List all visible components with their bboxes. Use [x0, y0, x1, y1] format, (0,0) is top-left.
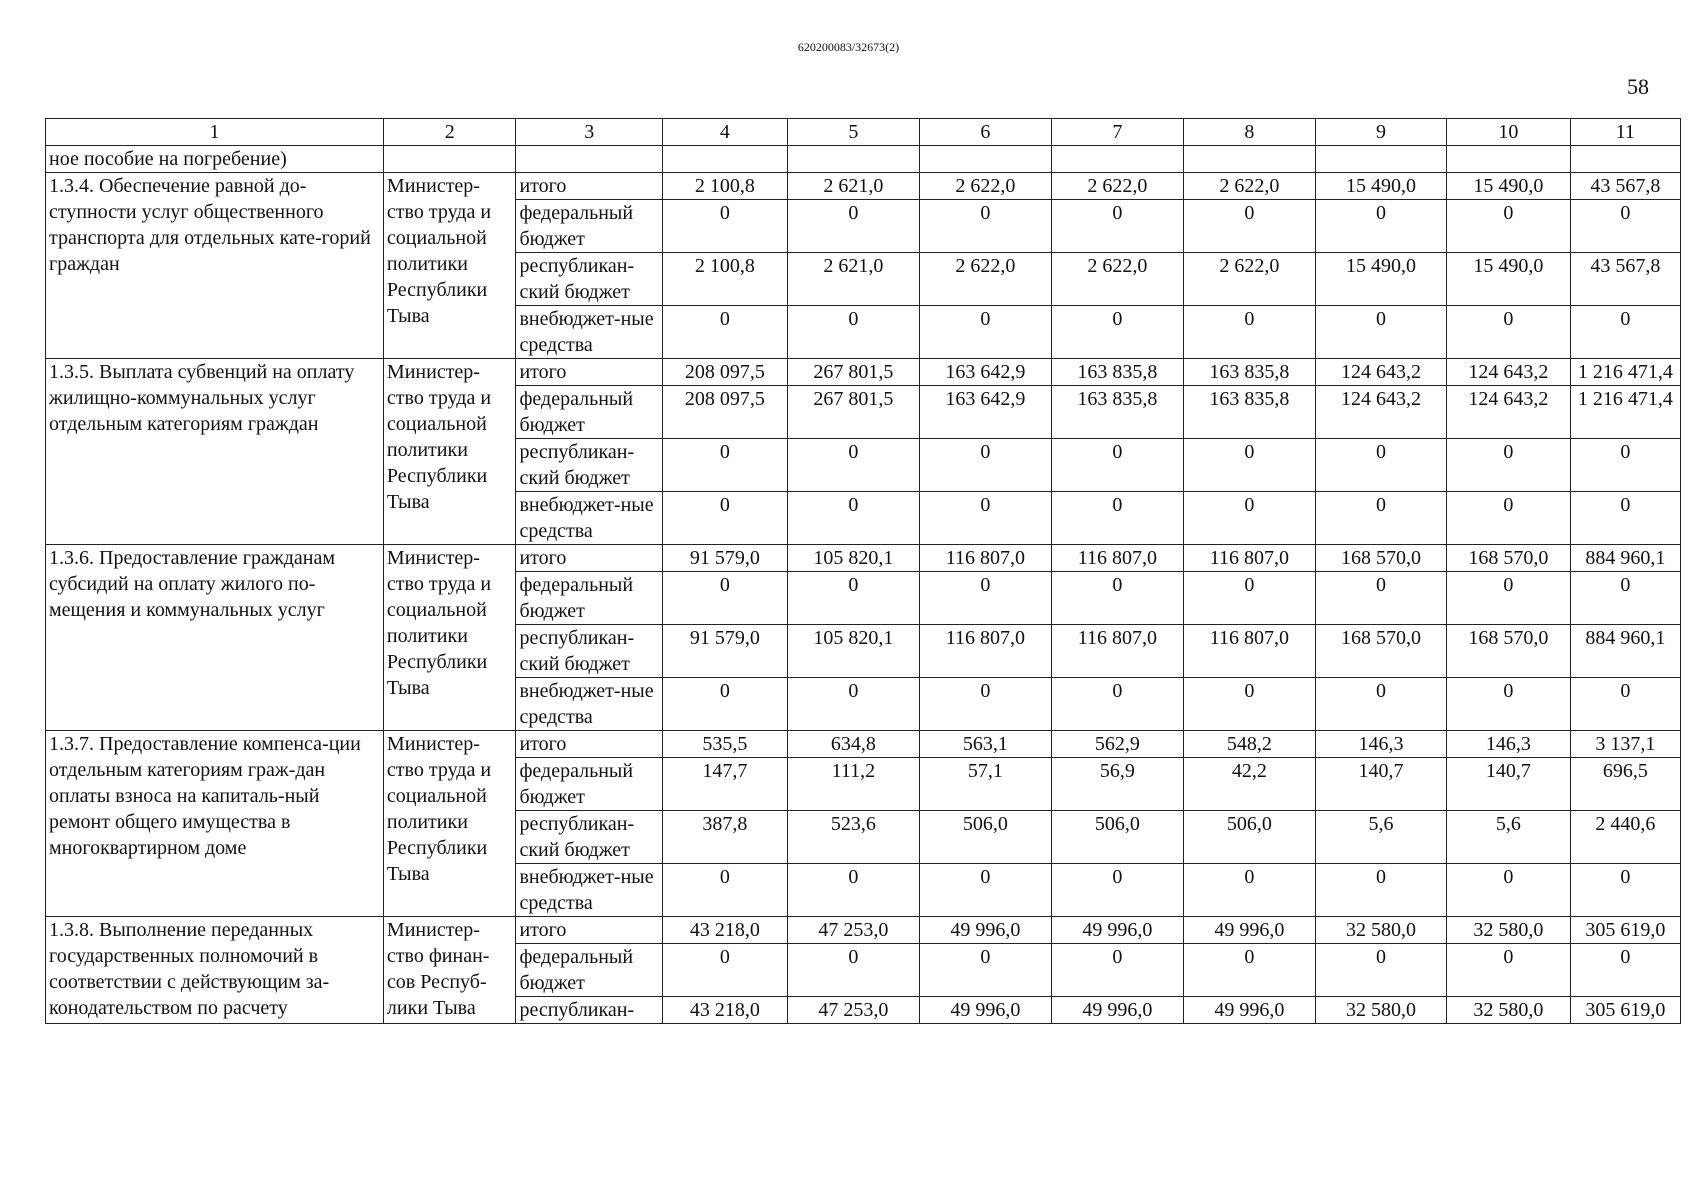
amount-cell: 884 960,1 [1570, 545, 1680, 572]
amount-cell: 91 579,0 [663, 545, 787, 572]
amount-cell: 1 216 471,4 [1570, 386, 1680, 439]
amount-cell: 116 807,0 [1051, 545, 1184, 572]
funding-source: итого [516, 917, 663, 944]
amount-cell: 116 807,0 [1184, 545, 1316, 572]
funding-source: итого [516, 731, 663, 758]
amount-cell: 111,2 [787, 758, 920, 811]
amount-cell: 0 [920, 864, 1052, 917]
amount-cell: 168 570,0 [1315, 545, 1447, 572]
amount-cell: 2 621,0 [787, 173, 920, 200]
amount-cell: 0 [1184, 572, 1316, 625]
amount-cell: 0 [787, 200, 920, 253]
amount-cell: 387,8 [663, 811, 787, 864]
empty-cell [787, 146, 920, 173]
funding-source: федеральный бюджет [516, 758, 663, 811]
funding-source: итого [516, 173, 663, 200]
amount-cell: 0 [1315, 200, 1447, 253]
table-row [46, 359, 1681, 386]
amount-cell: 124 643,2 [1447, 386, 1570, 439]
amount-cell: 146,3 [1447, 731, 1570, 758]
amount-cell: 168 570,0 [1447, 545, 1570, 572]
amount-cell: 168 570,0 [1315, 625, 1447, 678]
amount-cell: 116 807,0 [920, 625, 1052, 678]
measure-title: 1.3.7. Предоставление компенса-ции отдельным категориям граж-дан оплаты взноса на капиталь-ный ремонт общего имущества в многоквартирном доме [46, 731, 384, 917]
amount-cell: 506,0 [920, 811, 1052, 864]
column-number: 1 [46, 119, 384, 146]
amount-cell: 0 [1184, 492, 1316, 545]
amount-cell: 0 [787, 678, 920, 731]
column-number-row [46, 119, 1681, 146]
document-code: 620200083/32673(2) [797, 40, 900, 54]
funding-source: итого [516, 359, 663, 386]
amount-cell: 124 643,2 [1315, 386, 1447, 439]
column-number: 10 [1447, 119, 1570, 146]
amount-cell: 116 807,0 [1051, 625, 1184, 678]
empty-cell [1447, 146, 1570, 173]
amount-cell: 1 216 471,4 [1570, 359, 1680, 386]
column-number: 7 [1051, 119, 1184, 146]
amount-cell: 267 801,5 [787, 359, 920, 386]
amount-cell: 43 567,8 [1570, 173, 1680, 200]
executor: Министер-ство финан-сов Респуб-лики Тыва [383, 917, 516, 1024]
amount-cell: 0 [663, 200, 787, 253]
amount-cell: 506,0 [1184, 811, 1316, 864]
column-number: 5 [787, 119, 920, 146]
amount-cell: 0 [1570, 572, 1680, 625]
funding-source: федеральный бюджет [516, 200, 663, 253]
amount-cell: 124 643,2 [1447, 359, 1570, 386]
amount-cell: 562,9 [1051, 731, 1184, 758]
amount-cell: 0 [1570, 439, 1680, 492]
amount-cell: 0 [1315, 572, 1447, 625]
amount-cell: 0 [663, 492, 787, 545]
amount-cell: 0 [663, 944, 787, 997]
amount-cell: 116 807,0 [920, 545, 1052, 572]
empty-cell [516, 146, 663, 173]
amount-cell: 0 [1051, 439, 1184, 492]
amount-cell: 2 100,8 [663, 173, 787, 200]
amount-cell: 15 490,0 [1447, 173, 1570, 200]
amount-cell: 634,8 [787, 731, 920, 758]
amount-cell: 56,9 [1051, 758, 1184, 811]
amount-cell: 208 097,5 [663, 386, 787, 439]
continuation-row [46, 146, 1681, 173]
amount-cell: 0 [1051, 306, 1184, 359]
table-row [46, 173, 1681, 200]
amount-cell: 105 820,1 [787, 625, 920, 678]
amount-cell: 696,5 [1570, 758, 1680, 811]
amount-cell: 0 [787, 572, 920, 625]
amount-cell: 0 [1051, 678, 1184, 731]
amount-cell: 140,7 [1447, 758, 1570, 811]
amount-cell: 0 [1051, 200, 1184, 253]
amount-cell: 0 [663, 306, 787, 359]
amount-cell: 146,3 [1315, 731, 1447, 758]
amount-cell: 15 490,0 [1315, 173, 1447, 200]
amount-cell: 563,1 [920, 731, 1052, 758]
amount-cell: 0 [787, 944, 920, 997]
executor: Министер-ство труда и социальной политики Республики Тыва [383, 545, 516, 731]
amount-cell: 0 [1051, 864, 1184, 917]
amount-cell: 0 [1315, 306, 1447, 359]
funding-source: республикан-ский бюджет [516, 439, 663, 492]
amount-cell: 124 643,2 [1315, 359, 1447, 386]
executor: Министер-ство труда и социальной политики Республики Тыва [383, 731, 516, 917]
amount-cell: 43 567,8 [1570, 253, 1680, 306]
amount-cell: 15 490,0 [1315, 253, 1447, 306]
amount-cell: 0 [1051, 944, 1184, 997]
page-number: 58 [1627, 74, 1649, 99]
amount-cell: 147,7 [663, 758, 787, 811]
amount-cell: 0 [663, 678, 787, 731]
amount-cell: 208 097,5 [663, 359, 787, 386]
amount-cell: 0 [1315, 439, 1447, 492]
column-number: 3 [516, 119, 663, 146]
amount-cell: 0 [1447, 200, 1570, 253]
amount-cell: 2 622,0 [920, 253, 1052, 306]
amount-cell: 0 [1184, 306, 1316, 359]
amount-cell: 0 [663, 439, 787, 492]
amount-cell: 2 622,0 [1051, 253, 1184, 306]
amount-cell: 0 [1184, 200, 1316, 253]
amount-cell: 0 [1447, 306, 1570, 359]
amount-cell: 49 996,0 [920, 917, 1052, 944]
amount-cell: 47 253,0 [787, 917, 920, 944]
funding-source: республикан-ский бюджет [516, 625, 663, 678]
amount-cell: 5,6 [1447, 811, 1570, 864]
amount-cell: 0 [1447, 944, 1570, 997]
amount-cell: 0 [1447, 678, 1570, 731]
funding-source: республикан-ский бюджет [516, 253, 663, 306]
amount-cell: 0 [787, 306, 920, 359]
amount-cell: 49 996,0 [1184, 917, 1316, 944]
amount-cell: 305 619,0 [1570, 917, 1680, 944]
amount-cell: 535,5 [663, 731, 787, 758]
executor: Министер-ство труда и социальной политики Республики Тыва [383, 173, 516, 359]
table-row [46, 545, 1681, 572]
measure-title: 1.3.8. Выполнение переданных государственных полномочий в соответствии с действующим за-конодательством по расчету [46, 917, 384, 1024]
amount-cell: 32 580,0 [1315, 917, 1447, 944]
amount-cell: 2 100,8 [663, 253, 787, 306]
column-number: 11 [1570, 119, 1680, 146]
amount-cell: 0 [920, 492, 1052, 545]
amount-cell: 0 [920, 200, 1052, 253]
amount-cell: 0 [787, 492, 920, 545]
empty-cell [1315, 146, 1447, 173]
amount-cell: 0 [920, 572, 1052, 625]
funding-source: внебюджет-ные средства [516, 678, 663, 731]
amount-cell: 49 996,0 [920, 997, 1052, 1024]
empty-cell [383, 146, 516, 173]
funding-source: внебюджет-ные средства [516, 492, 663, 545]
amount-cell: 0 [1570, 944, 1680, 997]
amount-cell: 2 622,0 [1184, 173, 1316, 200]
funding-source: республикан-ский бюджет [516, 811, 663, 864]
amount-cell: 49 996,0 [1051, 997, 1184, 1024]
amount-cell: 0 [663, 864, 787, 917]
amount-cell: 0 [1447, 572, 1570, 625]
empty-cell [663, 146, 787, 173]
table-row [46, 731, 1681, 758]
amount-cell: 163 835,8 [1184, 386, 1316, 439]
executor: Министер-ство труда и социальной политики Республики Тыва [383, 359, 516, 545]
amount-cell: 0 [920, 439, 1052, 492]
amount-cell: 43 218,0 [663, 917, 787, 944]
amount-cell: 163 642,9 [920, 359, 1052, 386]
amount-cell: 0 [1570, 678, 1680, 731]
amount-cell: 0 [1315, 944, 1447, 997]
amount-cell: 49 996,0 [1184, 997, 1316, 1024]
amount-cell: 0 [920, 306, 1052, 359]
amount-cell: 0 [1447, 439, 1570, 492]
amount-cell: 0 [1184, 678, 1316, 731]
amount-cell: 0 [1570, 864, 1680, 917]
measure-title: 1.3.4. Обеспечение равной до-ступности услуг общественного транспорта для отдельных кате-горий граждан [46, 173, 384, 359]
amount-cell: 2 622,0 [1184, 253, 1316, 306]
amount-cell: 506,0 [1051, 811, 1184, 864]
amount-cell: 267 801,5 [787, 386, 920, 439]
amount-cell: 0 [1315, 678, 1447, 731]
amount-cell: 0 [663, 572, 787, 625]
column-number: 2 [383, 119, 516, 146]
column-number: 6 [920, 119, 1052, 146]
amount-cell: 168 570,0 [1447, 625, 1570, 678]
empty-cell [1051, 146, 1184, 173]
amount-cell: 3 137,1 [1570, 731, 1680, 758]
amount-cell: 15 490,0 [1447, 253, 1570, 306]
amount-cell: 305 619,0 [1570, 997, 1680, 1024]
amount-cell: 163 642,9 [920, 386, 1052, 439]
column-number: 4 [663, 119, 787, 146]
amount-cell: 0 [787, 864, 920, 917]
amount-cell: 2 440,6 [1570, 811, 1680, 864]
amount-cell: 43 218,0 [663, 997, 787, 1024]
continuation-text: ное пособие на погребение) [46, 146, 384, 173]
table-row [46, 917, 1681, 944]
measure-title: 1.3.6. Предоставление гражданам субсидий на оплату жилого по-мещения и коммунальных услуг [46, 545, 384, 731]
amount-cell: 0 [1570, 200, 1680, 253]
amount-cell: 523,6 [787, 811, 920, 864]
amount-cell: 548,2 [1184, 731, 1316, 758]
amount-cell: 0 [1447, 864, 1570, 917]
funding-source: республикан- [516, 997, 663, 1024]
amount-cell: 884 960,1 [1570, 625, 1680, 678]
amount-cell: 0 [1051, 572, 1184, 625]
amount-cell: 32 580,0 [1447, 997, 1570, 1024]
amount-cell: 0 [1315, 492, 1447, 545]
amount-cell: 0 [1570, 306, 1680, 359]
empty-cell [1570, 146, 1680, 173]
amount-cell: 47 253,0 [787, 997, 920, 1024]
amount-cell: 0 [1184, 864, 1316, 917]
amount-cell: 0 [1184, 439, 1316, 492]
budget-table [45, 118, 1681, 1024]
column-number: 9 [1315, 119, 1447, 146]
amount-cell: 0 [1184, 944, 1316, 997]
amount-cell: 32 580,0 [1447, 917, 1570, 944]
empty-cell [1184, 146, 1316, 173]
funding-source: федеральный бюджет [516, 572, 663, 625]
amount-cell: 0 [1447, 492, 1570, 545]
amount-cell: 0 [920, 944, 1052, 997]
amount-cell: 105 820,1 [787, 545, 920, 572]
amount-cell: 42,2 [1184, 758, 1316, 811]
amount-cell: 2 622,0 [1051, 173, 1184, 200]
amount-cell: 49 996,0 [1051, 917, 1184, 944]
amount-cell: 91 579,0 [663, 625, 787, 678]
amount-cell: 32 580,0 [1315, 997, 1447, 1024]
amount-cell: 163 835,8 [1051, 359, 1184, 386]
amount-cell: 0 [920, 678, 1052, 731]
amount-cell: 0 [1570, 492, 1680, 545]
measure-title: 1.3.5. Выплата субвенций на оплату жилищно-коммунальных услуг отдельным категориям граждан [46, 359, 384, 545]
amount-cell: 57,1 [920, 758, 1052, 811]
funding-source: итого [516, 545, 663, 572]
amount-cell: 0 [787, 439, 920, 492]
amount-cell: 163 835,8 [1051, 386, 1184, 439]
empty-cell [920, 146, 1052, 173]
amount-cell: 0 [1315, 864, 1447, 917]
amount-cell: 140,7 [1315, 758, 1447, 811]
amount-cell: 2 622,0 [920, 173, 1052, 200]
column-number: 8 [1184, 119, 1316, 146]
funding-source: внебюджет-ные средства [516, 306, 663, 359]
funding-source: федеральный бюджет [516, 386, 663, 439]
amount-cell: 163 835,8 [1184, 359, 1316, 386]
funding-source: федеральный бюджет [516, 944, 663, 997]
amount-cell: 2 621,0 [787, 253, 920, 306]
amount-cell: 116 807,0 [1184, 625, 1316, 678]
amount-cell: 0 [1051, 492, 1184, 545]
amount-cell: 5,6 [1315, 811, 1447, 864]
funding-source: внебюджет-ные средства [516, 864, 663, 917]
